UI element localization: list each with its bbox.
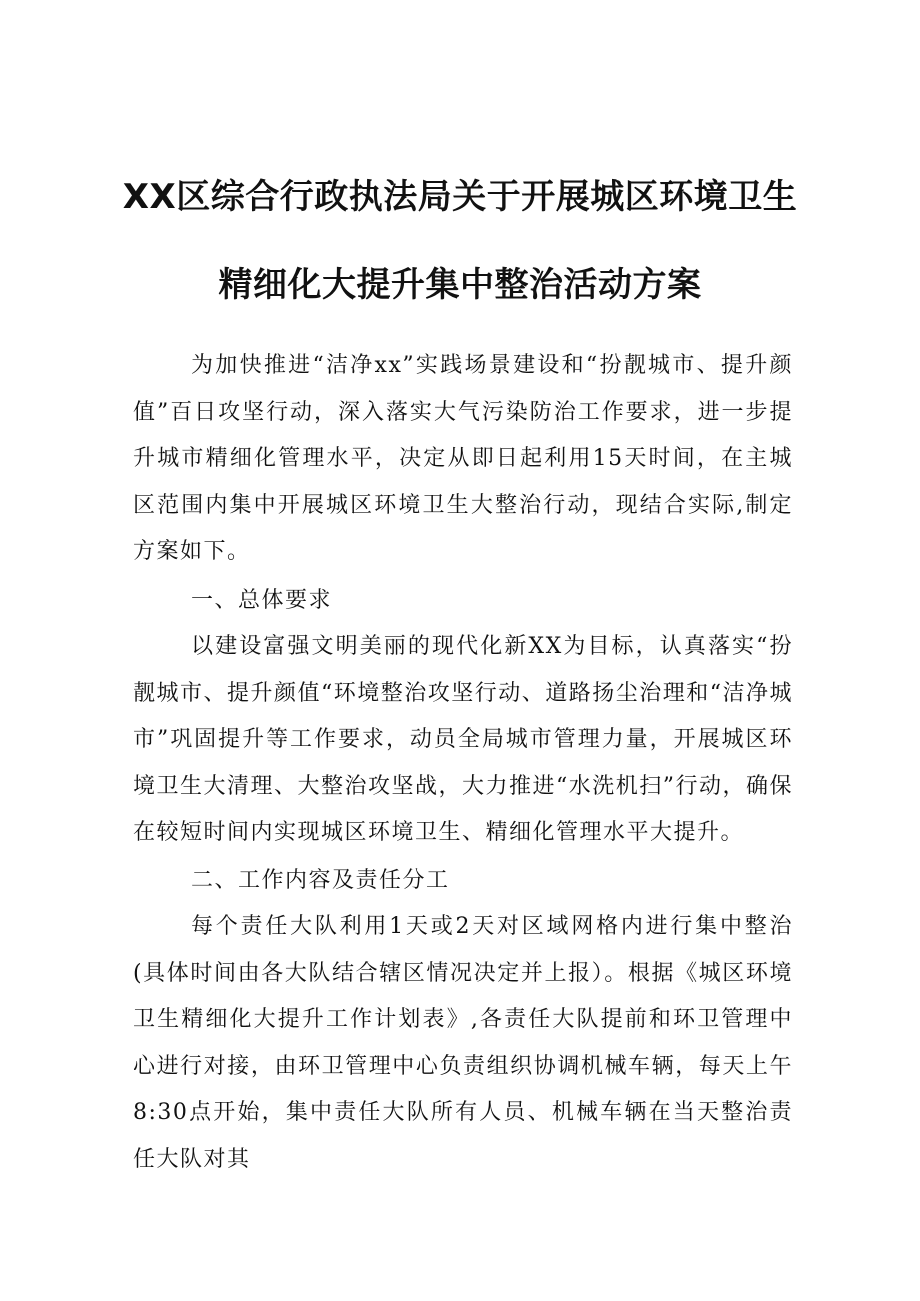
section-paragraph-work-content: 每个责任大队利用1天或2天对区域网格内进行集中整治(具体时间由各大队结合辖区情况决定并上报）。根据《城区环境卫生精细化大提升工作计划表》,各责任大队提前和环卫管理中心进行对接，由环卫管理中心负责组织协调机械车辆，每天上午8:30点开始，集中责任大队所有人员、机械车辆在当天整治责任大队对其 xyxy=(133,914,793,1172)
document-title-line-2: 精细化大提升集中整治活动方案 xyxy=(218,265,702,305)
section-paragraph-general-requirements: 以建设富强文明美丽的现代化新XX为目标，认真落实“扮靓城市、提升颜值“环境整治攻坚行动、道路扬尘治理和“洁净城市”巩固提升等工作要求，动员全局城市管理力量，开展城区环境卫生大清理、大整治攻坚战，大力推进“水洗机扫”行动，确保在较短时间内实现城区环境卫生、精细化管理水平大提升。 xyxy=(133,634,793,845)
intro-paragraph: 为加快推进“洁净xx”实践场景建设和“扮靓城市、提升颜值”百日攻坚行动，深入落实大气污染防治工作要求，进一步提升城市精细化管理水平，决定从即日起利用15天时间，在主城区范围内集中开展城区环境卫生大整治行动，现结合实际,制定方案如下。 xyxy=(133,353,793,564)
document-title-line-1: XX区综合行政执法局关于开展城区环境卫生 xyxy=(122,177,798,217)
section-heading-work-content: 二、工作内容及责任分工 xyxy=(191,868,450,893)
section-heading-general-requirements: 一、总体要求 xyxy=(191,588,333,613)
